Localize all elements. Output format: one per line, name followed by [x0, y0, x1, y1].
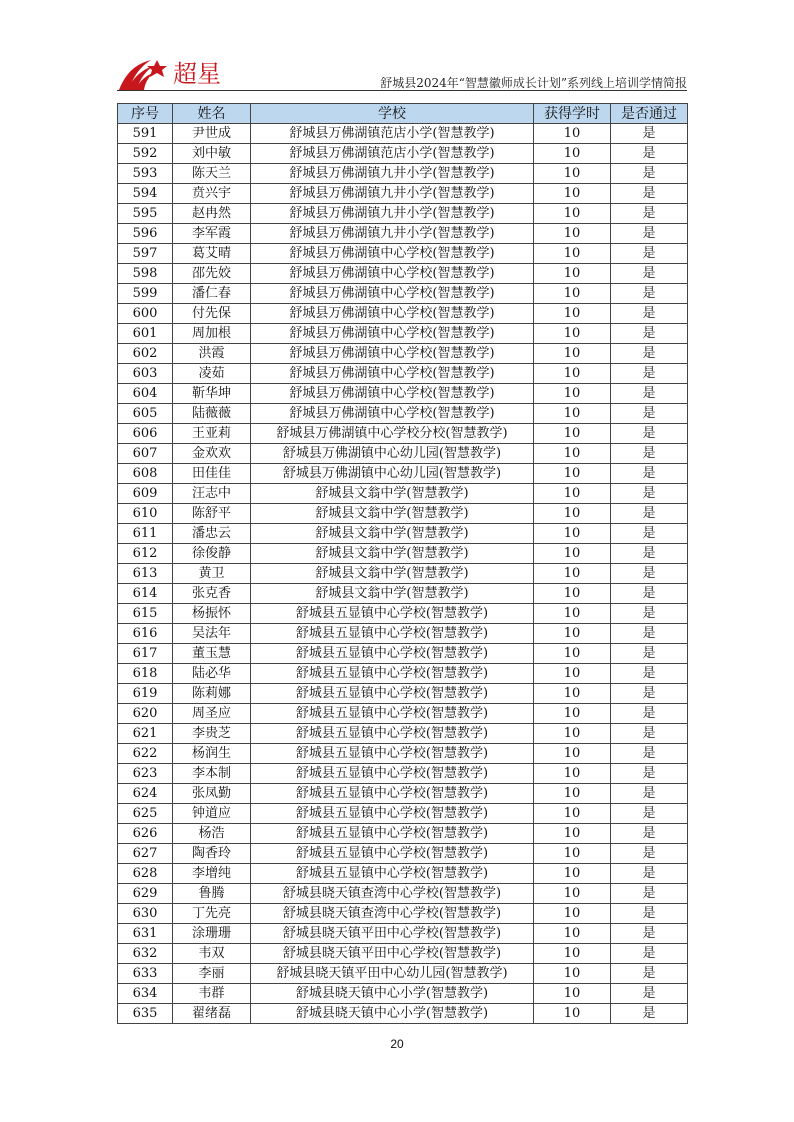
cell-index: 620 — [118, 704, 173, 724]
cell-school: 舒城县五显镇中心学校(智慧教学) — [251, 724, 534, 744]
cell-passed: 是 — [611, 604, 688, 624]
cell-name: 潘仁春 — [173, 284, 251, 304]
cell-school: 舒城县万佛湖镇中心学校(智慧教学) — [251, 304, 534, 324]
cell-index: 631 — [118, 924, 173, 944]
cell-index: 623 — [118, 764, 173, 784]
cell-index: 603 — [118, 364, 173, 384]
cell-passed: 是 — [611, 284, 688, 304]
cell-name: 陈天兰 — [173, 164, 251, 184]
table-row — [118, 904, 688, 924]
table-row — [118, 244, 688, 264]
cell-name: 凌茹 — [173, 364, 251, 384]
table-row — [118, 424, 688, 444]
cell-passed: 是 — [611, 404, 688, 424]
cell-index: 608 — [118, 464, 173, 484]
table-row — [118, 664, 688, 684]
cell-hours: 10 — [534, 144, 611, 164]
cell-passed: 是 — [611, 944, 688, 964]
cell-name: 尹世成 — [173, 124, 251, 144]
table-row — [118, 184, 688, 204]
cell-school: 舒城县万佛湖镇中心学校(智慧教学) — [251, 324, 534, 344]
cell-school: 舒城县五显镇中心学校(智慧教学) — [251, 664, 534, 684]
cell-hours: 10 — [534, 444, 611, 464]
column-header-school: 学校 — [251, 104, 534, 124]
cell-school: 舒城县文翁中学(智慧教学) — [251, 504, 534, 524]
cell-name: 邵先姣 — [173, 264, 251, 284]
cell-passed: 是 — [611, 364, 688, 384]
cell-school: 舒城县晓天镇平田中心幼儿园(智慧教学) — [251, 964, 534, 984]
table-row — [118, 584, 688, 604]
cell-index: 613 — [118, 564, 173, 584]
cell-school: 舒城县晓天镇中心小学(智慧教学) — [251, 984, 534, 1004]
cell-passed: 是 — [611, 804, 688, 824]
table-row — [118, 144, 688, 164]
cell-hours: 10 — [534, 284, 611, 304]
table-row — [118, 784, 688, 804]
table-row — [118, 224, 688, 244]
cell-hours: 10 — [534, 644, 611, 664]
cell-school: 舒城县文翁中学(智慧教学) — [251, 544, 534, 564]
table-row — [118, 844, 688, 864]
page-number: 20 — [390, 1037, 404, 1051]
cell-passed: 是 — [611, 844, 688, 864]
cell-index: 602 — [118, 344, 173, 364]
cell-hours: 10 — [534, 964, 611, 984]
cell-hours: 10 — [534, 404, 611, 424]
cell-name: 杨浩 — [173, 824, 251, 844]
cell-hours: 10 — [534, 224, 611, 244]
cell-hours: 10 — [534, 604, 611, 624]
cell-hours: 10 — [534, 544, 611, 564]
table-row — [118, 924, 688, 944]
cell-school: 舒城县万佛湖镇九井小学(智慧教学) — [251, 204, 534, 224]
cell-school: 舒城县五显镇中心学校(智慧教学) — [251, 744, 534, 764]
cell-hours: 10 — [534, 244, 611, 264]
cell-index: 601 — [118, 324, 173, 344]
cell-school: 舒城县万佛湖镇九井小学(智慧教学) — [251, 184, 534, 204]
cell-school: 舒城县万佛湖镇中心幼儿园(智慧教学) — [251, 444, 534, 464]
cell-school: 舒城县晓天镇查湾中心学校(智慧教学) — [251, 884, 534, 904]
table-row — [118, 164, 688, 184]
cell-name: 吴法年 — [173, 624, 251, 644]
cell-school: 舒城县万佛湖镇中心学校(智慧教学) — [251, 404, 534, 424]
cell-name: 韦双 — [173, 944, 251, 964]
column-header-hours: 获得学时 — [534, 104, 611, 124]
table-row — [118, 884, 688, 904]
cell-school: 舒城县晓天镇中心小学(智慧教学) — [251, 1004, 534, 1024]
cell-name: 陆必华 — [173, 664, 251, 684]
cell-index: 629 — [118, 884, 173, 904]
cell-name: 李贵芝 — [173, 724, 251, 744]
cell-index: 630 — [118, 904, 173, 924]
cell-index: 595 — [118, 204, 173, 224]
cell-school: 舒城县万佛湖镇范店小学(智慧教学) — [251, 144, 534, 164]
cell-school: 舒城县万佛湖镇中心学校(智慧教学) — [251, 264, 534, 284]
cell-passed: 是 — [611, 984, 688, 1004]
column-header-index: 序号 — [118, 104, 173, 124]
table-row — [118, 1004, 688, 1024]
cell-passed: 是 — [611, 664, 688, 684]
cell-passed: 是 — [611, 744, 688, 764]
table-row — [118, 964, 688, 984]
cell-passed: 是 — [611, 864, 688, 884]
cell-name: 翟绪磊 — [173, 1004, 251, 1024]
cell-index: 626 — [118, 824, 173, 844]
cell-hours: 10 — [534, 124, 611, 144]
cell-passed: 是 — [611, 644, 688, 664]
cell-passed: 是 — [611, 224, 688, 244]
table-row — [118, 944, 688, 964]
cell-passed: 是 — [611, 904, 688, 924]
cell-index: 615 — [118, 604, 173, 624]
cell-name: 靳华坤 — [173, 384, 251, 404]
table-row — [118, 264, 688, 284]
cell-name: 杨润生 — [173, 744, 251, 764]
cell-passed: 是 — [611, 884, 688, 904]
cell-index: 596 — [118, 224, 173, 244]
cell-hours: 10 — [534, 624, 611, 644]
cell-name: 李军霞 — [173, 224, 251, 244]
table-row — [118, 404, 688, 424]
cell-school: 舒城县五显镇中心学校(智慧教学) — [251, 604, 534, 624]
cell-passed: 是 — [611, 764, 688, 784]
cell-index: 607 — [118, 444, 173, 464]
cell-index: 606 — [118, 424, 173, 444]
cell-passed: 是 — [611, 524, 688, 544]
cell-hours: 10 — [534, 984, 611, 1004]
cell-passed: 是 — [611, 484, 688, 504]
cell-name: 陆薇薇 — [173, 404, 251, 424]
table-row — [118, 684, 688, 704]
cell-hours: 10 — [534, 704, 611, 724]
cell-index: 619 — [118, 684, 173, 704]
cell-passed: 是 — [611, 464, 688, 484]
cell-school: 舒城县万佛湖镇中心幼儿园(智慧教学) — [251, 464, 534, 484]
cell-index: 618 — [118, 664, 173, 684]
cell-index: 627 — [118, 844, 173, 864]
table-row — [118, 724, 688, 744]
cell-index: 621 — [118, 724, 173, 744]
cell-passed: 是 — [611, 324, 688, 344]
cell-hours: 10 — [534, 364, 611, 384]
cell-hours: 10 — [534, 164, 611, 184]
cell-name: 周圣应 — [173, 704, 251, 724]
cell-passed: 是 — [611, 1004, 688, 1024]
cell-passed: 是 — [611, 384, 688, 404]
cell-hours: 10 — [534, 844, 611, 864]
table-row — [118, 984, 688, 1004]
cell-index: 609 — [118, 484, 173, 504]
table-row — [118, 364, 688, 384]
cell-hours: 10 — [534, 784, 611, 804]
cell-hours: 10 — [534, 184, 611, 204]
cell-passed: 是 — [611, 244, 688, 264]
cell-hours: 10 — [534, 584, 611, 604]
cell-name: 汪志中 — [173, 484, 251, 504]
cell-name: 田佳佳 — [173, 464, 251, 484]
table-header-row — [118, 104, 688, 124]
table-row — [118, 344, 688, 364]
cell-name: 鲁腾 — [173, 884, 251, 904]
cell-school: 舒城县五显镇中心学校(智慧教学) — [251, 844, 534, 864]
cell-name: 王亚莉 — [173, 424, 251, 444]
cell-hours: 10 — [534, 684, 611, 704]
column-header-passed: 是否通过 — [611, 104, 688, 124]
cell-passed: 是 — [611, 124, 688, 144]
cell-school: 舒城县文翁中学(智慧教学) — [251, 524, 534, 544]
cell-hours: 10 — [534, 344, 611, 364]
cell-school: 舒城县万佛湖镇中心学校分校(智慧教学) — [251, 424, 534, 444]
cell-index: 617 — [118, 644, 173, 664]
page-header — [117, 52, 687, 92]
cell-passed: 是 — [611, 684, 688, 704]
cell-index: 628 — [118, 864, 173, 884]
cell-school: 舒城县万佛湖镇范店小学(智慧教学) — [251, 124, 534, 144]
cell-school: 舒城县万佛湖镇中心学校(智慧教学) — [251, 384, 534, 404]
cell-name: 陈舒平 — [173, 504, 251, 524]
cell-hours: 10 — [534, 1004, 611, 1024]
report-title: 舒城县2024年“智慧徽师成长计划”系列线上培训学情简报 — [380, 76, 687, 90]
cell-index: 598 — [118, 264, 173, 284]
cell-hours: 10 — [534, 264, 611, 284]
cell-hours: 10 — [534, 564, 611, 584]
cell-index: 594 — [118, 184, 173, 204]
cell-passed: 是 — [611, 344, 688, 364]
cell-school: 舒城县文翁中学(智慧教学) — [251, 564, 534, 584]
table-row — [118, 284, 688, 304]
cell-hours: 10 — [534, 204, 611, 224]
table-row — [118, 384, 688, 404]
cell-index: 591 — [118, 124, 173, 144]
cell-school: 舒城县晓天镇查湾中心学校(智慧教学) — [251, 904, 534, 924]
table-row — [118, 324, 688, 344]
column-header-name: 姓名 — [173, 104, 251, 124]
cell-index: 614 — [118, 584, 173, 604]
cell-hours: 10 — [534, 864, 611, 884]
cell-hours: 10 — [534, 524, 611, 544]
cell-school: 舒城县五显镇中心学校(智慧教学) — [251, 644, 534, 664]
cell-passed: 是 — [611, 304, 688, 324]
cell-school: 舒城县万佛湖镇九井小学(智慧教学) — [251, 164, 534, 184]
table-row — [118, 504, 688, 524]
trainee-table — [117, 103, 688, 1024]
cell-hours: 10 — [534, 884, 611, 904]
table-row — [118, 564, 688, 584]
cell-hours: 10 — [534, 384, 611, 404]
cell-school: 舒城县晓天镇平田中心学校(智慧教学) — [251, 924, 534, 944]
cell-passed: 是 — [611, 724, 688, 744]
cell-index: 634 — [118, 984, 173, 1004]
cell-hours: 10 — [534, 944, 611, 964]
cell-name: 周加根 — [173, 324, 251, 344]
table-row — [118, 744, 688, 764]
cell-passed: 是 — [611, 584, 688, 604]
table-row — [118, 604, 688, 624]
table-row — [118, 204, 688, 224]
cell-hours: 10 — [534, 424, 611, 444]
cell-school: 舒城县五显镇中心学校(智慧教学) — [251, 804, 534, 824]
table-row — [118, 484, 688, 504]
cell-passed: 是 — [611, 964, 688, 984]
table-row — [118, 824, 688, 844]
table-row — [118, 464, 688, 484]
cell-name: 潘忠云 — [173, 524, 251, 544]
cell-passed: 是 — [611, 784, 688, 804]
cell-hours: 10 — [534, 504, 611, 524]
cell-name: 贲兴宇 — [173, 184, 251, 204]
cell-name: 徐俊静 — [173, 544, 251, 564]
cell-name: 钟道应 — [173, 804, 251, 824]
table-body — [118, 124, 688, 1024]
cell-school: 舒城县五显镇中心学校(智慧教学) — [251, 704, 534, 724]
header-divider — [117, 90, 687, 91]
cell-school: 舒城县万佛湖镇中心学校(智慧教学) — [251, 244, 534, 264]
cell-name: 陶香玲 — [173, 844, 251, 864]
cell-index: 624 — [118, 784, 173, 804]
cell-index: 632 — [118, 944, 173, 964]
table-row — [118, 804, 688, 824]
table-row — [118, 304, 688, 324]
cell-name: 李增纯 — [173, 864, 251, 884]
cell-index: 612 — [118, 544, 173, 564]
cell-school: 舒城县万佛湖镇中心学校(智慧教学) — [251, 364, 534, 384]
cell-hours: 10 — [534, 824, 611, 844]
cell-hours: 10 — [534, 304, 611, 324]
cell-name: 董玉慧 — [173, 644, 251, 664]
cell-passed: 是 — [611, 624, 688, 644]
cell-index: 611 — [118, 524, 173, 544]
cell-passed: 是 — [611, 504, 688, 524]
cell-name: 陈莉娜 — [173, 684, 251, 704]
cell-passed: 是 — [611, 164, 688, 184]
cell-index: 593 — [118, 164, 173, 184]
cell-index: 616 — [118, 624, 173, 644]
cell-name: 黄卫 — [173, 564, 251, 584]
cell-name: 付先保 — [173, 304, 251, 324]
cell-passed: 是 — [611, 444, 688, 464]
cell-passed: 是 — [611, 204, 688, 224]
cell-hours: 10 — [534, 724, 611, 744]
cell-school: 舒城县晓天镇平田中心学校(智慧教学) — [251, 944, 534, 964]
cell-hours: 10 — [534, 324, 611, 344]
cell-hours: 10 — [534, 664, 611, 684]
cell-passed: 是 — [611, 184, 688, 204]
cell-school: 舒城县五显镇中心学校(智慧教学) — [251, 684, 534, 704]
cell-school: 舒城县五显镇中心学校(智慧教学) — [251, 624, 534, 644]
cell-name: 李本制 — [173, 764, 251, 784]
table-row — [118, 644, 688, 664]
cell-index: 635 — [118, 1004, 173, 1024]
cell-name: 涂珊珊 — [173, 924, 251, 944]
cell-school: 舒城县文翁中学(智慧教学) — [251, 484, 534, 504]
cell-name: 李丽 — [173, 964, 251, 984]
cell-index: 622 — [118, 744, 173, 764]
cell-index: 605 — [118, 404, 173, 424]
table-row — [118, 704, 688, 724]
cell-school: 舒城县五显镇中心学校(智慧教学) — [251, 784, 534, 804]
table-row — [118, 624, 688, 644]
cell-hours: 10 — [534, 464, 611, 484]
cell-index: 599 — [118, 284, 173, 304]
table-row — [118, 864, 688, 884]
cell-passed: 是 — [611, 704, 688, 724]
cell-hours: 10 — [534, 924, 611, 944]
cell-school: 舒城县五显镇中心学校(智慧教学) — [251, 764, 534, 784]
cell-name: 金欢欢 — [173, 444, 251, 464]
cell-name: 丁先亮 — [173, 904, 251, 924]
cell-school: 舒城县文翁中学(智慧教学) — [251, 584, 534, 604]
cell-name: 韦群 — [173, 984, 251, 1004]
cell-hours: 10 — [534, 744, 611, 764]
cell-passed: 是 — [611, 264, 688, 284]
cell-index: 610 — [118, 504, 173, 524]
chaoxing-logo — [117, 52, 237, 92]
cell-school: 舒城县五显镇中心学校(智慧教学) — [251, 864, 534, 884]
cell-hours: 10 — [534, 484, 611, 504]
cell-hours: 10 — [534, 904, 611, 924]
cell-passed: 是 — [611, 824, 688, 844]
table-row — [118, 764, 688, 784]
cell-name: 刘中敏 — [173, 144, 251, 164]
table-row — [118, 124, 688, 144]
cell-index: 633 — [118, 964, 173, 984]
cell-school: 舒城县万佛湖镇九井小学(智慧教学) — [251, 224, 534, 244]
cell-name: 杨振怀 — [173, 604, 251, 624]
cell-name: 洪霞 — [173, 344, 251, 364]
cell-index: 592 — [118, 144, 173, 164]
cell-index: 597 — [118, 244, 173, 264]
cell-index: 600 — [118, 304, 173, 324]
cell-school: 舒城县万佛湖镇中心学校(智慧教学) — [251, 284, 534, 304]
cell-passed: 是 — [611, 924, 688, 944]
cell-index: 604 — [118, 384, 173, 404]
cell-name: 张克香 — [173, 584, 251, 604]
cell-school: 舒城县五显镇中心学校(智慧教学) — [251, 824, 534, 844]
table-row — [118, 444, 688, 464]
logo-text: 超星 — [173, 60, 221, 88]
cell-passed: 是 — [611, 544, 688, 564]
cell-name: 赵冉然 — [173, 204, 251, 224]
cell-name: 葛艾晴 — [173, 244, 251, 264]
cell-name: 张凤勤 — [173, 784, 251, 804]
cell-school: 舒城县万佛湖镇中心学校(智慧教学) — [251, 344, 534, 364]
cell-passed: 是 — [611, 424, 688, 444]
cell-passed: 是 — [611, 564, 688, 584]
cell-passed: 是 — [611, 144, 688, 164]
cell-hours: 10 — [534, 804, 611, 824]
cell-hours: 10 — [534, 764, 611, 784]
table-row — [118, 524, 688, 544]
cell-index: 625 — [118, 804, 173, 824]
table-row — [118, 544, 688, 564]
